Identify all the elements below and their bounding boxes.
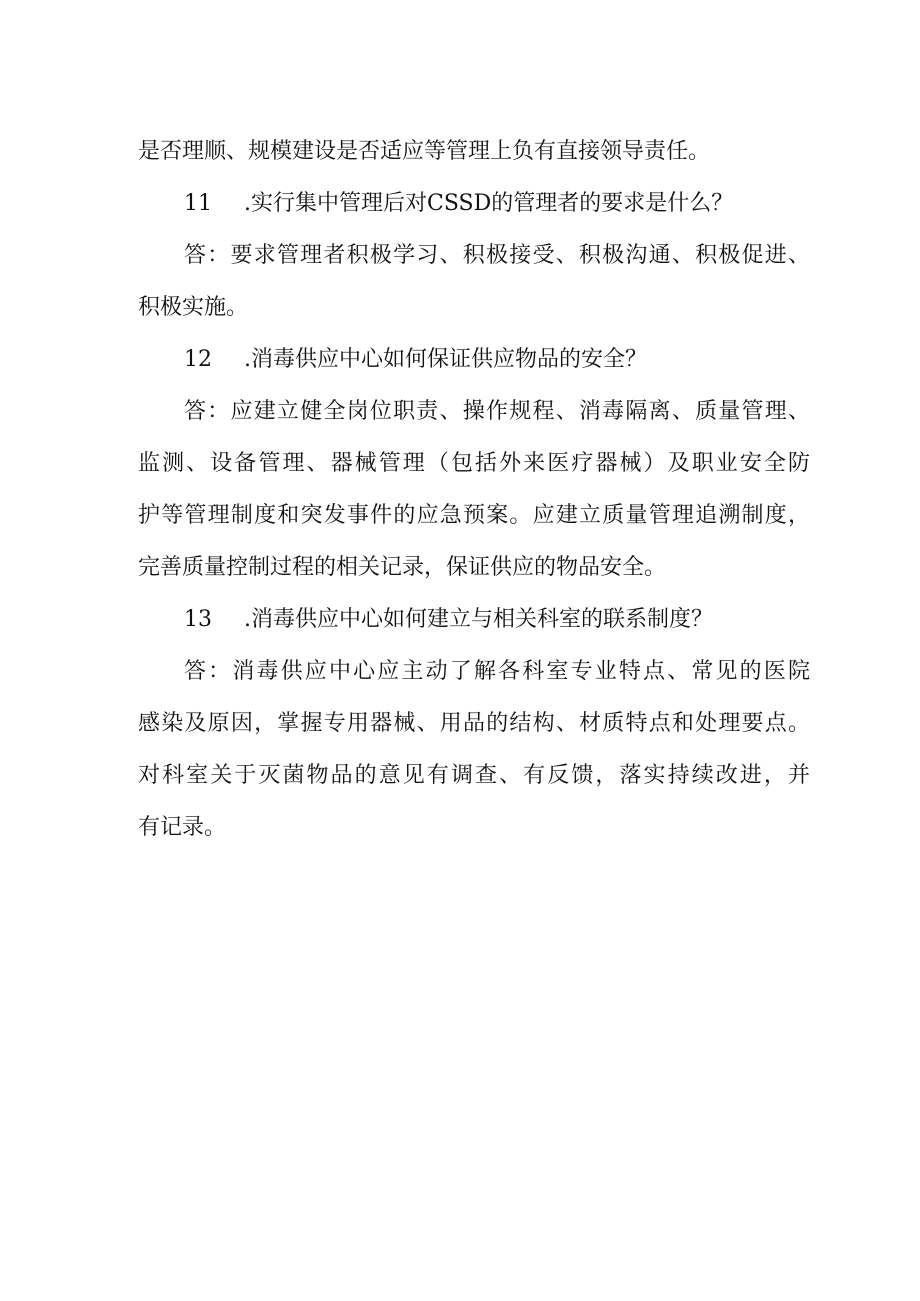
question-text: .消毒供应中心如何建立与相关科室的联系制度？ xyxy=(244,607,713,632)
answer-line: 对科室关于灭菌物品的意见有调查、有反馈，落实持续改进，并 xyxy=(138,763,810,788)
answer-line: 答：要求管理者积极学习、积极接受、积极沟通、积极促进、 xyxy=(184,243,810,268)
question-number: 11 xyxy=(184,191,212,216)
text-line: 是否理顺、规模建设是否适应等管理上负有直接领导责任。 xyxy=(138,139,711,164)
question-text: .实行集中管理后对CSSD的管理者的要求是什么？ xyxy=(244,191,734,216)
answer-line: 有记录。 xyxy=(138,815,227,840)
question-number: 13 xyxy=(184,607,212,632)
question-text: .消毒供应中心如何保证供应物品的安全？ xyxy=(244,347,647,372)
answer-line: 完善质量控制过程的相关记录，保证供应的物品安全。 xyxy=(138,555,667,580)
answer-line: 答：消毒供应中心应主动了解各科室专业特点、常见的医院 xyxy=(184,659,810,684)
question-number: 12 xyxy=(184,347,212,372)
answer-line: 感染及原因，掌握专用器械、用品的结构、材质特点和处理要点。 xyxy=(138,711,810,736)
document-body xyxy=(138,126,810,854)
question-13 xyxy=(138,594,810,646)
answer-line: 监测、设备管理、器械管理（包括外来医疗器械）及职业安全防 xyxy=(138,451,810,476)
question-11 xyxy=(138,178,810,230)
answer-line: 护等管理制度和突发事件的应急预案。应建立质量管理追溯制度， xyxy=(138,503,810,528)
answer-line: 积极实施。 xyxy=(138,295,249,320)
answer-line: 答：应建立健全岗位职责、操作规程、消毒隔离、质量管理、 xyxy=(184,399,810,424)
question-12 xyxy=(138,334,810,386)
